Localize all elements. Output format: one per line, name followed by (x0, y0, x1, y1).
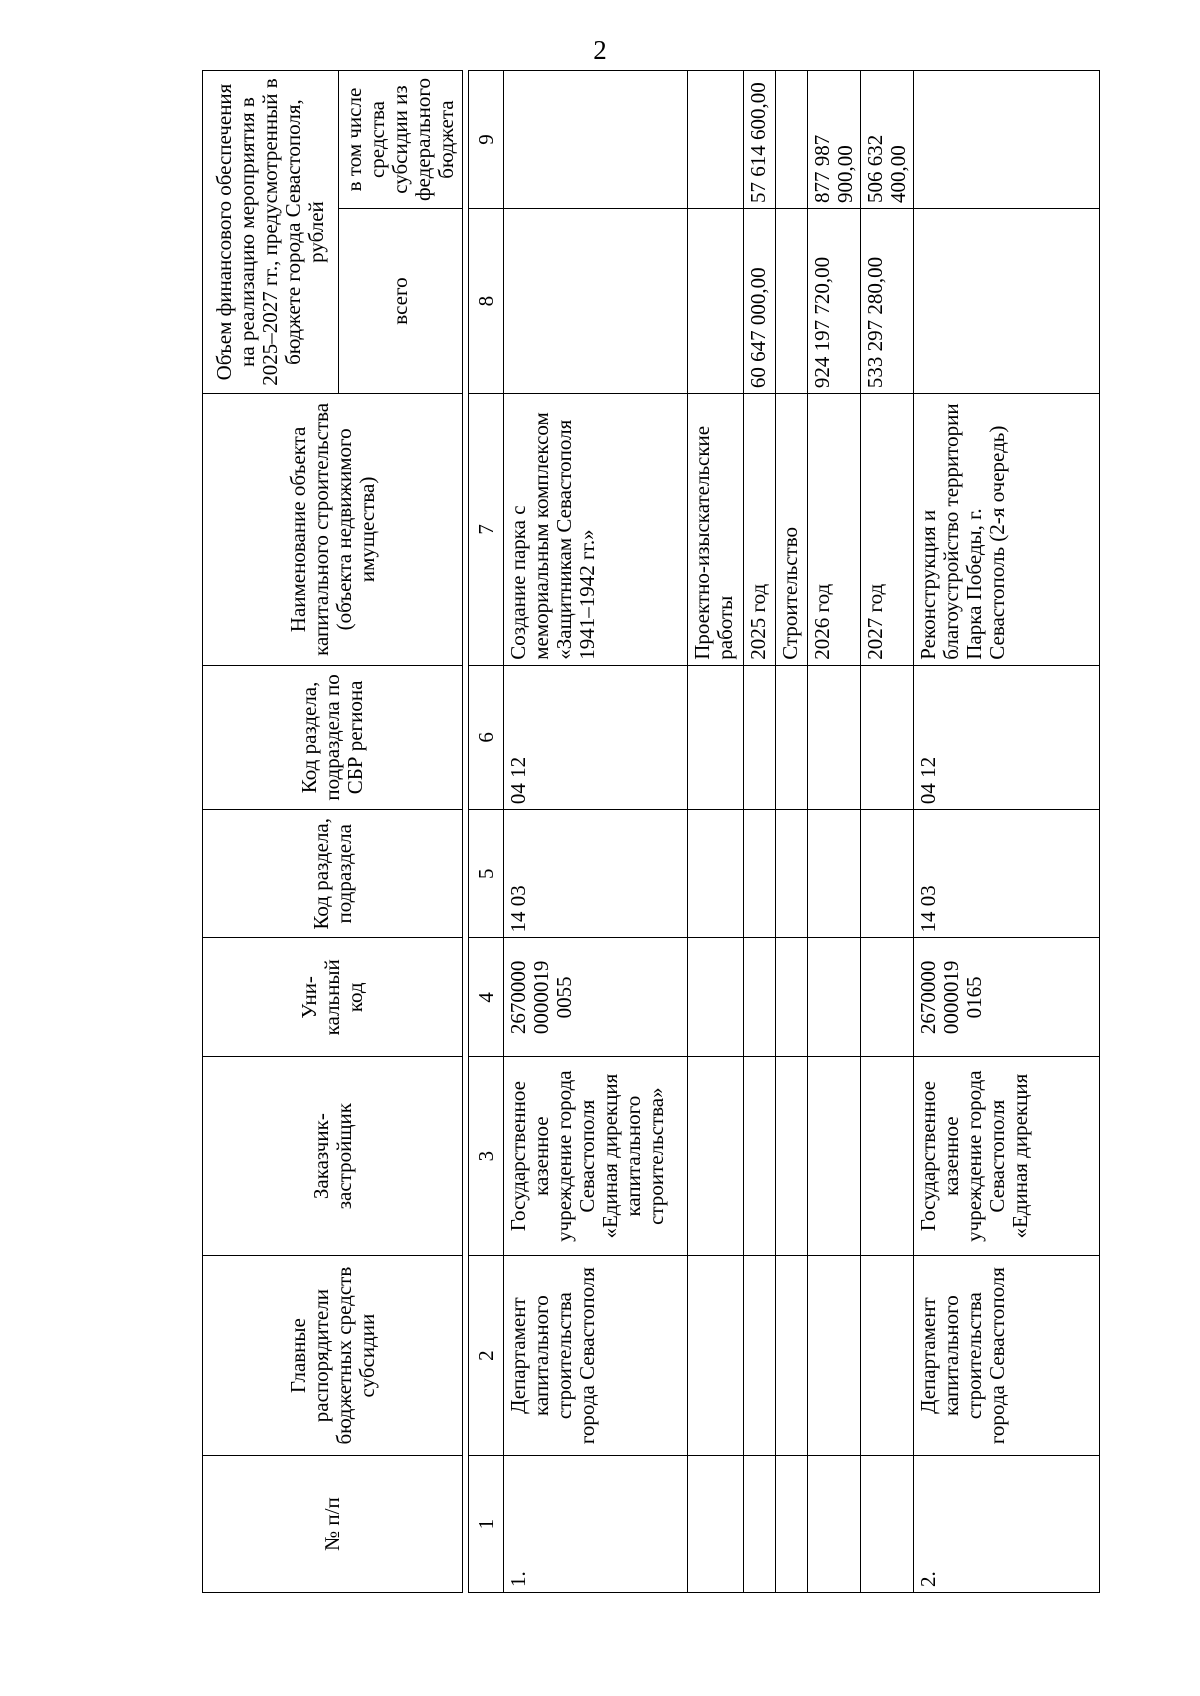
column-number-row (469, 71, 504, 1593)
header-sbr-code: Код раздела, подраздела по СБР региона (203, 665, 463, 809)
stage-label: Строительство (776, 394, 808, 666)
header-object-name: Наименование объекта капитального строительства (объекта недвижимого имущества) (203, 394, 463, 666)
row-number: 1. (504, 1456, 688, 1593)
header-federal: в том числе средства субсидии из федерального бюджета (339, 71, 463, 209)
section-code-cell: 14 03 (914, 810, 1100, 938)
column-number: 6 (469, 665, 504, 809)
year-label: 2027 год (861, 394, 914, 666)
unique-code-cell: 2670000 0000019 0055 (504, 938, 688, 1057)
total-cell (504, 209, 688, 394)
column-number: 9 (469, 71, 504, 209)
total-cell: 924 197 720,00 (808, 209, 861, 394)
column-number: 1 (469, 1456, 504, 1593)
customer-cell: Государственное казенное учреждение города Севастополя «Единая дирекция (914, 1057, 1100, 1256)
distributor-cell: Департамент капитального строительства города Севастополя (914, 1256, 1100, 1456)
table-row (776, 71, 808, 1593)
header-funding: Объем финансового обеспечения на реализацию мероприятия в 2025–2027 гг., предусмотренный в бюджете города Севастополя, рублей (203, 71, 339, 394)
federal-cell (504, 71, 688, 209)
total-cell: 533 297 280,00 (861, 209, 914, 394)
sbr-code-cell: 04 12 (504, 665, 688, 809)
table-row (504, 71, 688, 1593)
header-num: № п/п (203, 1456, 463, 1593)
column-number: 5 (469, 810, 504, 938)
year-label: 2026 год (808, 394, 861, 666)
row-number: 2. (914, 1456, 1100, 1593)
year-label: 2025 год (744, 394, 776, 666)
table-row (688, 71, 744, 1593)
customer-cell: Государственное казенное учреждение города Севастополя «Единая дирекция капитального строительства» (504, 1057, 688, 1256)
column-number: 3 (469, 1057, 504, 1256)
header-row-top (203, 71, 339, 1593)
header-section-code: Код раздела, подраздела (203, 810, 463, 938)
funding-table (202, 70, 1100, 1593)
federal-cell (914, 71, 1100, 209)
federal-cell: 877 987 900,00 (808, 71, 861, 209)
column-number: 7 (469, 394, 504, 666)
header-unique-code: Уни-кальный код (203, 938, 463, 1057)
column-number: 4 (469, 938, 504, 1057)
sbr-code-cell: 04 12 (914, 665, 1100, 809)
object-name-cell: Создание парка с мемориальным комплексом «Защитникам Севастополя 1941–1942 гг.» (504, 394, 688, 666)
table-row (861, 71, 914, 1593)
header-customer: Заказчик-застройщик (203, 1057, 463, 1256)
header-total: всего (339, 209, 463, 394)
table-row (914, 71, 1100, 1593)
federal-cell: 506 632 400,00 (861, 71, 914, 209)
header-distributor: Главные распорядители бюджетных средств субсидии (203, 1256, 463, 1456)
distributor-cell: Департамент капитального строительства города Севастополя (504, 1256, 688, 1456)
rotated-table-wrapper (202, 70, 1032, 1593)
federal-cell: 57 614 600,00 (744, 71, 776, 209)
unique-code-cell: 2670000 0000019 0165 (914, 938, 1100, 1057)
stage-label: Проектно-изыскательские работы (688, 394, 744, 666)
total-cell (914, 209, 1100, 394)
total-cell: 60 647 000,00 (744, 209, 776, 394)
section-code-cell: 14 03 (504, 810, 688, 938)
object-name-cell: Реконструкция и благоустройство территории Парка Победы, г. Севастополь (2-я очередь) (914, 394, 1100, 666)
column-number: 2 (469, 1256, 504, 1456)
table-row (744, 71, 776, 1593)
table-row (808, 71, 861, 1593)
column-number: 8 (469, 209, 504, 394)
page-number: 2 (593, 35, 607, 65)
